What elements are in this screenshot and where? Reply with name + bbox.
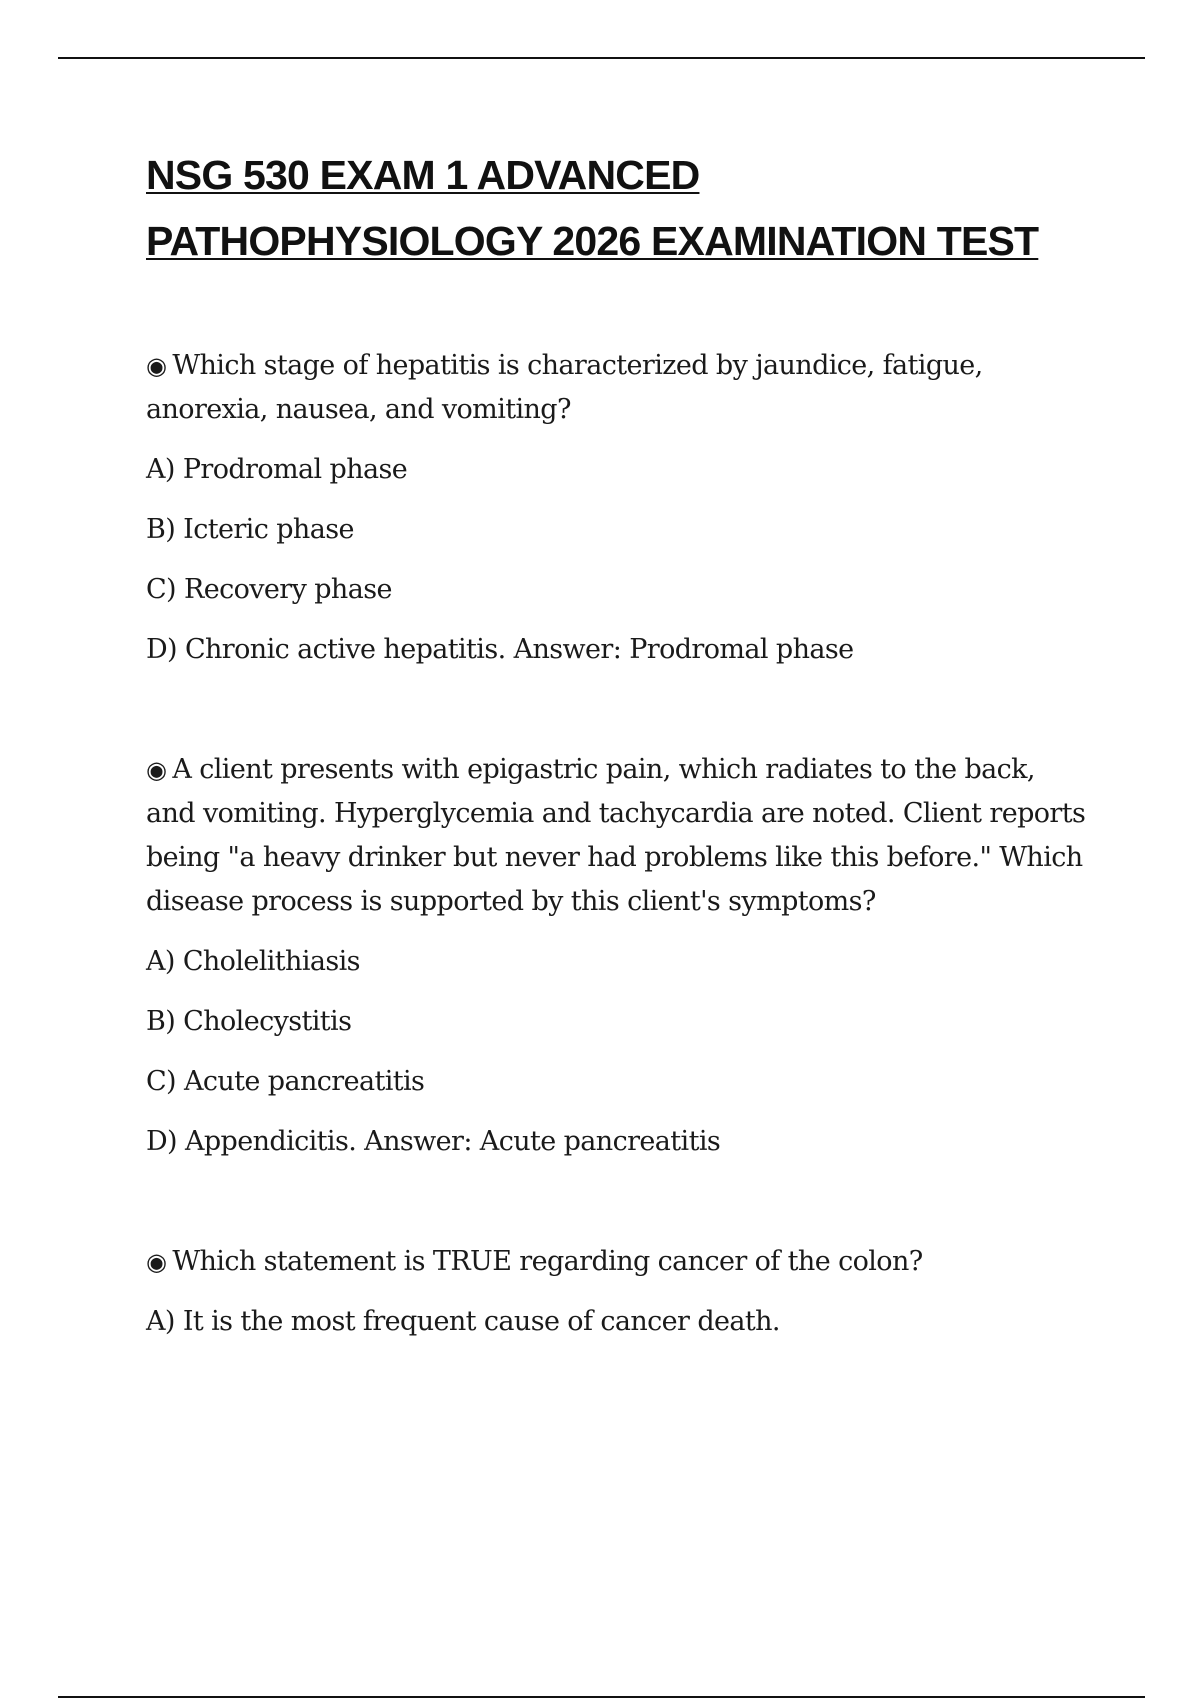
answer-key: Answer: Acute pancreatitis bbox=[356, 1126, 721, 1157]
answer-option: A) It is the most frequent cause of cancer death. bbox=[146, 1306, 780, 1337]
title-line-2: PATHOPHYSIOLOGY 2026 EXAMINATION TEST bbox=[146, 218, 1039, 264]
question-block bbox=[146, 1240, 1086, 1344]
question-block bbox=[146, 748, 1086, 1164]
question-block bbox=[146, 344, 1086, 672]
title-line-1: NSG 530 EXAM 1 ADVANCED bbox=[146, 152, 700, 198]
radio-bullet-icon: ◉ bbox=[146, 1248, 167, 1276]
answer-key: Answer: Prodromal phase bbox=[505, 634, 854, 665]
answer-option: B) Icteric phase bbox=[146, 514, 354, 545]
radio-bullet-icon: ◉ bbox=[146, 756, 167, 784]
question-text: ◉ Which stage of hepatitis is characterized by jaundice, fatigue, anorexia, nausea, and vomiting? bbox=[146, 350, 983, 425]
document-title bbox=[146, 142, 1086, 274]
answer-option: A) Prodromal phase bbox=[146, 454, 408, 485]
answer-option: B) Cholecystitis bbox=[146, 1006, 352, 1037]
radio-bullet-icon: ◉ bbox=[146, 352, 167, 380]
answer-option: D) Chronic active hepatitis. Answer: Prodromal phase bbox=[146, 634, 854, 665]
answer-option: C) Acute pancreatitis bbox=[146, 1066, 425, 1097]
answer-option: A) Cholelithiasis bbox=[146, 946, 360, 977]
top-rule bbox=[58, 57, 1145, 59]
question-text: ◉ A client presents with epigastric pain, which radiates to the back, and vomiting. Hyperglycemia and tachycardia are noted. Client reports being "a heavy drinker but never had problems like this before." Which disease process is supported by this client's symptoms? bbox=[146, 754, 1086, 917]
answer-option: D) Appendicitis. Answer: Acute pancreatitis bbox=[146, 1126, 721, 1157]
page-content bbox=[146, 142, 1086, 1360]
question-text: ◉ Which statement is TRUE regarding cancer of the colon? bbox=[146, 1246, 923, 1277]
bottom-rule bbox=[58, 1696, 1145, 1698]
answer-option: C) Recovery phase bbox=[146, 574, 392, 605]
